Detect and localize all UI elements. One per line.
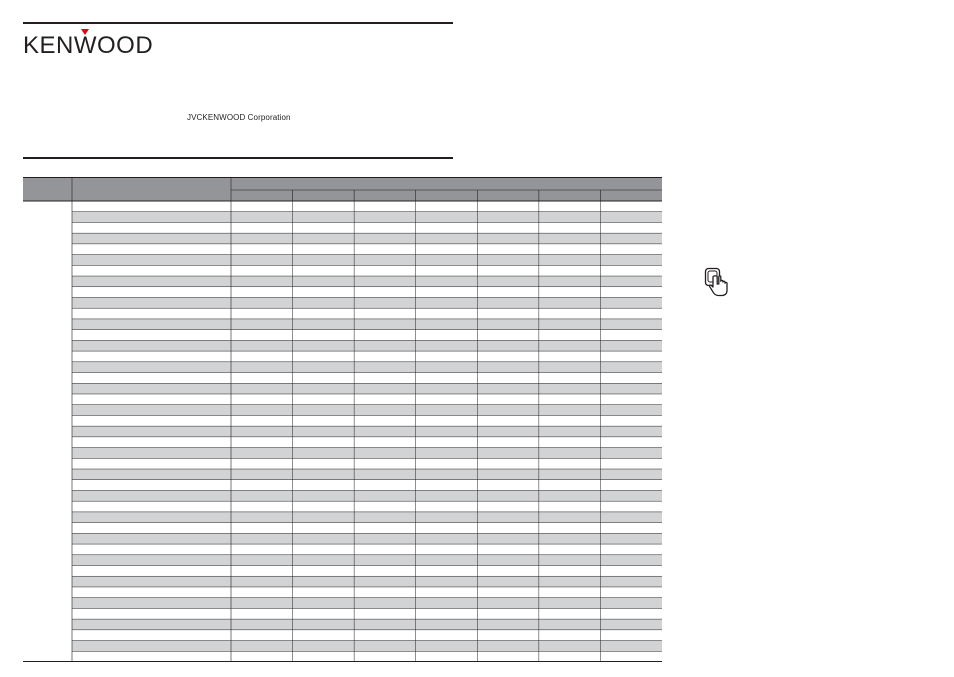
table-row-stripe: [72, 405, 662, 416]
table-row-stripe: [72, 490, 662, 501]
table-header-band: [23, 177, 662, 201]
logo-text-w: W: [73, 32, 98, 59]
table-row-stripe: [72, 576, 662, 587]
table-row-stripe: [72, 448, 662, 459]
spec-table: [23, 177, 662, 662]
table-row-stripe: [72, 555, 662, 566]
table-row-stripe: [72, 619, 662, 630]
table-row-stripe: [72, 598, 662, 609]
table-row-stripe: [72, 212, 662, 223]
table-row-stripe: [72, 383, 662, 394]
table-row-stripe: [72, 641, 662, 652]
table-row-stripe: [72, 340, 662, 351]
kenwood-logo: [23, 32, 153, 60]
table-row-stripe: [72, 426, 662, 437]
table-row-stripe: [72, 233, 662, 244]
table-row-stripe: [72, 512, 662, 523]
table-row-stripe: [72, 319, 662, 330]
bottom-rule: [23, 157, 453, 159]
corporation-name: JVCKENWOOD Corporation: [187, 113, 291, 122]
table-row-stripe: [72, 362, 662, 373]
table-row-stripe: [72, 533, 662, 544]
spec-table-grid: [23, 177, 662, 662]
table-row-stripe: [72, 297, 662, 308]
table-row-stripe: [72, 255, 662, 266]
logo-text-prefix: KEN: [23, 32, 74, 59]
touch-hand-icon: [704, 267, 730, 297]
logo-text-suffix: OOD: [97, 32, 154, 59]
table-row-stripe: [72, 276, 662, 287]
table-row-stripe: [72, 469, 662, 480]
top-rule: [23, 22, 453, 24]
